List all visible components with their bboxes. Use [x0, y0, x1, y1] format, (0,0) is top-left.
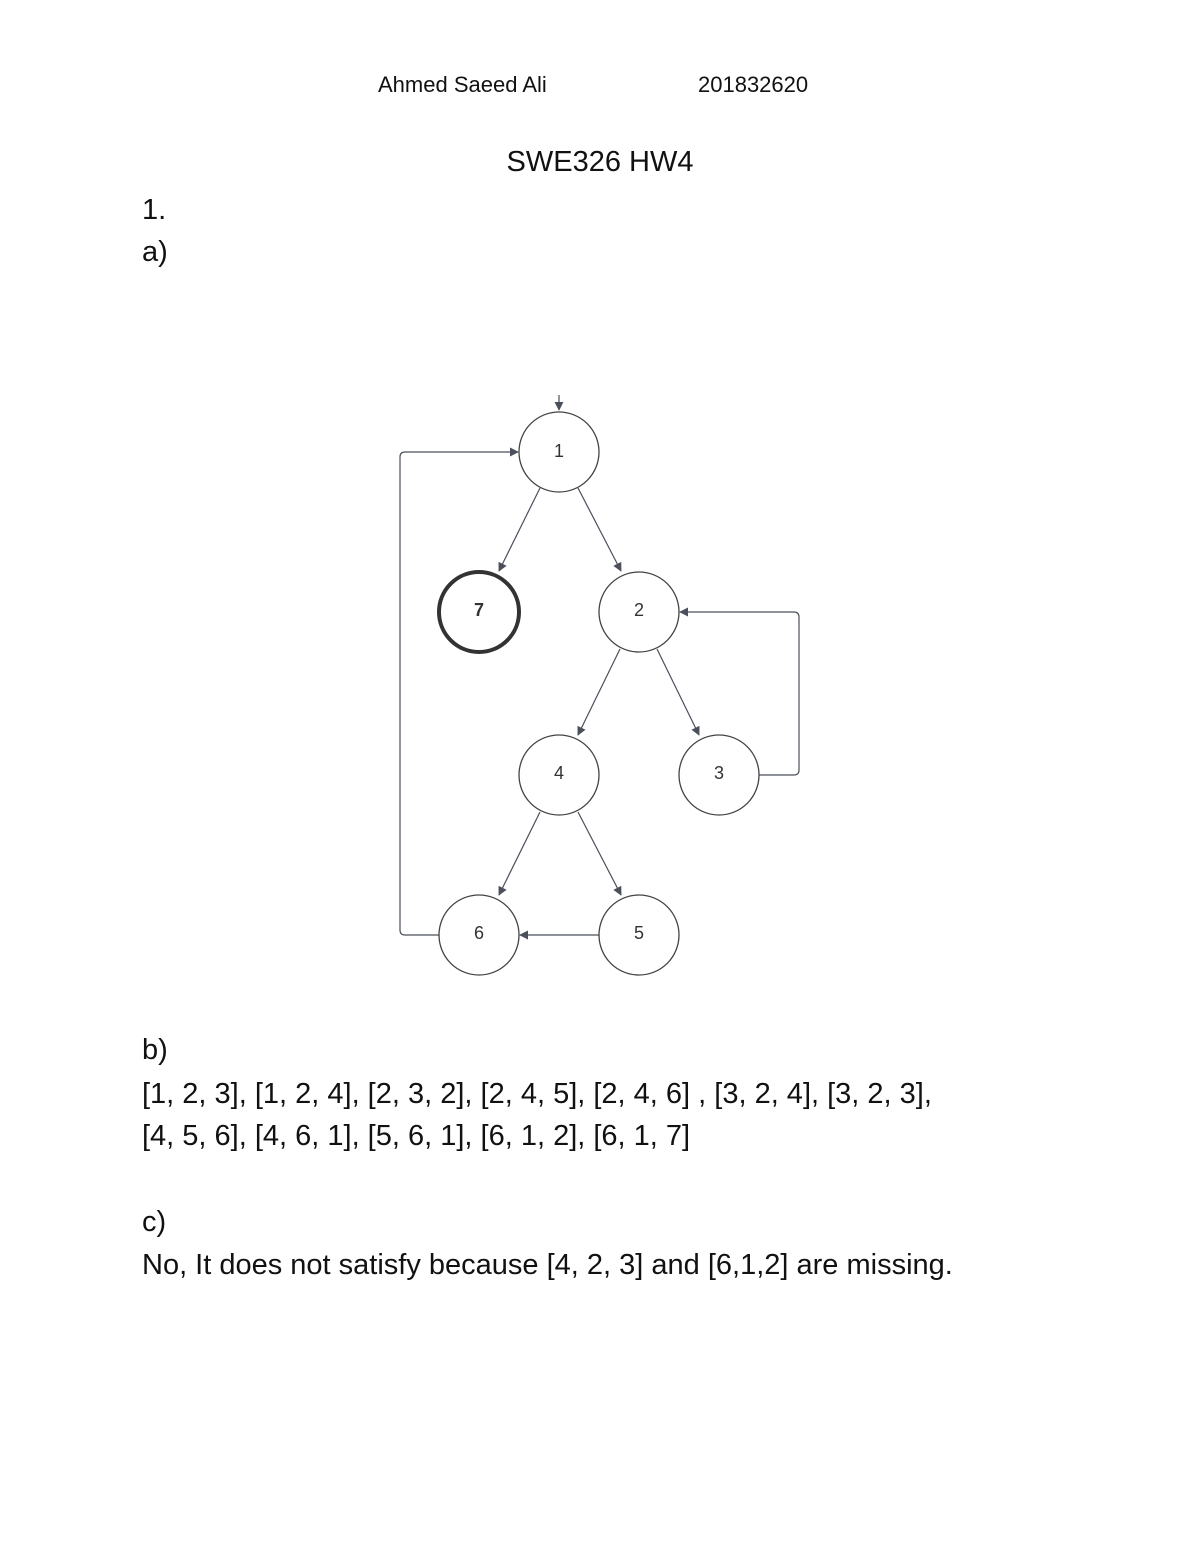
node-3-label: 3: [713, 763, 725, 783]
node-5: [599, 895, 679, 975]
node-2-label: 2: [633, 600, 645, 620]
student-id: 201832620: [698, 72, 809, 97]
node-4: [519, 735, 599, 815]
node-5-label: 5: [633, 923, 645, 943]
node-7: [439, 572, 519, 652]
edge-1-2: [578, 488, 621, 571]
edge-2-3: [657, 649, 699, 735]
part-b-label: b): [142, 1034, 168, 1066]
edge-4-6: [499, 812, 540, 895]
node-1: [519, 412, 599, 492]
node-2: [599, 572, 679, 652]
document-title: SWE326 HW4: [506, 146, 694, 178]
node-3: [679, 735, 759, 815]
node-1-label: 1: [553, 441, 565, 461]
edge-1-7: [499, 488, 540, 571]
node-7-label: 7: [473, 600, 485, 620]
part-c-label: c): [142, 1206, 167, 1238]
node-4-label: 4: [553, 763, 565, 783]
author-name: Ahmed Saeed Ali: [378, 72, 547, 97]
question-number: 1.: [142, 194, 167, 226]
edge-4-5: [578, 812, 621, 895]
edge-2-4: [578, 649, 620, 735]
node-6: [439, 895, 519, 975]
part-c-answer: No, It does not satisfy because [4, 2, 3] and [6,1,2] are missing.: [142, 1249, 953, 1281]
part-a-label: a): [142, 236, 168, 268]
part-b-answer-line-1: [1, 2, 3], [1, 2, 4], [2, 3, 2], [2, 4, 5], [2, 4, 6] , [3, 2, 4], [3, 2, 3],: [142, 1078, 932, 1110]
edge-6-1: [400, 452, 518, 935]
part-b-answer-line-2: [4, 5, 6], [4, 6, 1], [5, 6, 1], [6, 1, 2], [6, 1, 7]: [142, 1120, 691, 1152]
node-6-label: 6: [473, 923, 485, 943]
